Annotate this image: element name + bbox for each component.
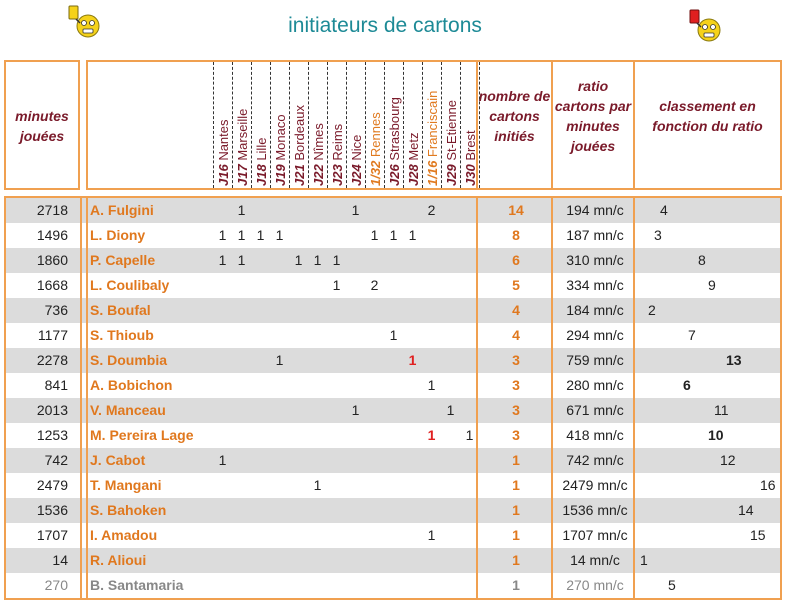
match-team: Rennes: [368, 112, 383, 161]
card-count: 2: [427, 202, 436, 218]
player-name: R. Alioui: [90, 552, 147, 568]
match-column-header: [365, 62, 384, 188]
minutes-cell: 736: [44, 302, 68, 318]
match-code: J21: [292, 164, 307, 186]
player-name: M. Pereira Lage: [90, 427, 194, 443]
match-column-header: [327, 62, 346, 188]
match-code: J28: [406, 164, 421, 186]
player-name: S. Thioub: [90, 327, 154, 343]
column-divider: [86, 198, 88, 598]
column-divider: [551, 198, 553, 598]
rank-cell: 8: [698, 252, 706, 268]
player-name: A. Fulgini: [90, 202, 154, 218]
match-column-header: [441, 62, 460, 188]
table-row: [6, 373, 780, 398]
ratio-cell: 742 mn/c: [566, 452, 624, 468]
table-row: [6, 523, 780, 548]
card-count: 1: [237, 252, 246, 268]
match-code: J19: [273, 164, 288, 186]
card-count: 1: [389, 327, 398, 343]
match-code: J18: [254, 164, 269, 186]
ratio-cell: 418 mn/c: [566, 427, 624, 443]
match-column-header: [289, 62, 308, 188]
minutes-cell: 742: [44, 452, 68, 468]
player-name: T. Mangani: [90, 477, 162, 493]
card-count: 1: [389, 227, 398, 243]
ratio-cell: 759 mn/c: [566, 352, 624, 368]
match-label: [253, 62, 270, 186]
cards-total: 1: [512, 527, 520, 543]
table-row: [6, 473, 780, 498]
match-team: Bordeaux: [292, 105, 307, 165]
ratio-cell: 184 mn/c: [566, 302, 624, 318]
match-team: St-Etienne: [444, 99, 459, 165]
match-team: Nantes: [216, 119, 231, 165]
match-team: Lille: [254, 137, 269, 165]
match-team: Reims: [330, 123, 345, 165]
table-row: [6, 298, 780, 323]
match-team: Nîmes: [311, 123, 326, 165]
card-count: 1: [427, 427, 436, 443]
table-row: [6, 273, 780, 298]
red-card-icon: [687, 8, 723, 44]
match-code: J29: [444, 164, 459, 186]
cards-total: 1: [512, 477, 520, 493]
match-team: Brest: [463, 130, 478, 165]
match-label: [310, 62, 327, 186]
table-row: [6, 223, 780, 248]
cards-total: 6: [512, 252, 520, 268]
player-name: L. Diony: [90, 227, 146, 243]
match-column-header: [460, 62, 479, 188]
ratio-cell: 671 mn/c: [566, 402, 624, 418]
minutes-cell: 2479: [36, 477, 68, 493]
card-count: 1: [275, 352, 284, 368]
minutes-cell: 2013: [36, 402, 68, 418]
ratio-header: ratio cartons par minutes jouées: [554, 78, 632, 154]
minutes-cell: 270: [44, 577, 68, 593]
card-count: 1: [218, 227, 227, 243]
card-count: 1: [237, 227, 246, 243]
match-label: [462, 62, 479, 186]
rank-cell: 12: [720, 452, 736, 468]
cards-header-box: [476, 60, 553, 190]
match-label: [367, 62, 384, 186]
match-team: Franciscain: [425, 90, 440, 161]
player-name: L. Coulibaly: [90, 277, 170, 293]
ratio-cell: 1536 mn/c: [562, 502, 628, 518]
table-row: [6, 498, 780, 523]
match-label: [424, 62, 441, 186]
card-count: 1: [218, 252, 227, 268]
card-count: 2: [370, 277, 379, 293]
ranking-header: classement en fonction du ratio: [652, 98, 763, 134]
match-label: [443, 62, 460, 186]
ratio-cell: 187 mn/c: [566, 227, 624, 243]
card-count: 1: [256, 227, 265, 243]
rank-cell: 7: [688, 327, 696, 343]
table-row: [6, 398, 780, 423]
ratio-cell: 310 mn/c: [566, 252, 624, 268]
cards-total: 1: [512, 502, 520, 518]
card-count: 1: [465, 427, 474, 443]
match-column-header: [308, 62, 327, 188]
cards-total: 3: [512, 402, 520, 418]
match-label: [329, 62, 346, 186]
match-label: [386, 62, 403, 186]
ratio-cell: 1707 mn/c: [562, 527, 628, 543]
match-column-header: [422, 62, 441, 188]
player-name: P. Capelle: [90, 252, 156, 268]
card-count: 1: [427, 527, 436, 543]
ratio-cell: 294 mn/c: [566, 327, 624, 343]
cards-total: 1: [512, 577, 520, 593]
match-code: 1/16: [425, 160, 440, 186]
rank-cell: 1: [640, 552, 648, 568]
cards-total: 8: [512, 227, 520, 243]
minutes-cell: 1860: [36, 252, 68, 268]
cards-total: 5: [512, 277, 520, 293]
player-name: B. Santamaria: [90, 577, 184, 593]
match-column-header: [270, 62, 289, 188]
rank-cell: 10: [708, 427, 724, 443]
match-code: J30: [463, 164, 478, 186]
rank-cell: 14: [738, 502, 754, 518]
cards-total: 3: [512, 427, 520, 443]
card-count: 1: [332, 277, 341, 293]
card-count: 1: [237, 202, 246, 218]
match-column-header: [251, 62, 270, 188]
card-count: 1: [427, 377, 436, 393]
match-column-header: [384, 62, 403, 188]
cards-total: 3: [512, 352, 520, 368]
cards-total: 4: [512, 327, 520, 343]
card-count: 1: [294, 252, 303, 268]
rank-cell: 16: [760, 477, 776, 493]
column-divider: [80, 198, 82, 598]
table-row: [6, 198, 780, 223]
table-row: [6, 548, 780, 573]
match-team: Monaco: [273, 114, 288, 165]
player-name: S. Doumbia: [90, 352, 168, 368]
table-row: [6, 248, 780, 273]
match-code: J23: [330, 164, 345, 186]
card-count: 1: [370, 227, 379, 243]
rank-cell: 13: [726, 352, 742, 368]
match-column-header: [403, 62, 422, 188]
player-name: S. Boufal: [90, 302, 151, 318]
ratio-cell: 194 mn/c: [566, 202, 624, 218]
minutes-cell: 2278: [36, 352, 68, 368]
cards-total: 4: [512, 302, 520, 318]
minutes-header: minutes jouées: [15, 108, 69, 144]
match-label: [405, 62, 422, 186]
minutes-cell: 2718: [36, 202, 68, 218]
match-label: [215, 62, 232, 186]
ratio-cell: 2479 mn/c: [562, 477, 628, 493]
rank-cell: 5: [668, 577, 676, 593]
match-label: [272, 62, 289, 186]
rank-cell: 9: [708, 277, 716, 293]
match-code: J26: [387, 164, 402, 186]
match-label: [234, 62, 251, 186]
cards-header: nombre de cartons initiés: [478, 88, 551, 144]
ratio-header-box: [551, 60, 635, 190]
card-count: 1: [351, 402, 360, 418]
table-row: [6, 423, 780, 448]
column-divider: [476, 198, 478, 598]
card-count: 1: [408, 352, 417, 368]
minutes-cell: 1496: [36, 227, 68, 243]
match-column-header: [346, 62, 365, 188]
ratio-cell: 14 mn/c: [570, 552, 620, 568]
card-count: 1: [332, 252, 341, 268]
minutes-cell: 1536: [36, 502, 68, 518]
card-count: 1: [218, 452, 227, 468]
ratio-cell: 280 mn/c: [566, 377, 624, 393]
card-count: 1: [351, 202, 360, 218]
card-count: 1: [313, 477, 322, 493]
card-count: 1: [275, 227, 284, 243]
player-name: A. Bobichon: [90, 377, 173, 393]
cards-total: 3: [512, 377, 520, 393]
card-count: 1: [446, 402, 455, 418]
player-name: J. Cabot: [90, 452, 146, 468]
minutes-cell: 14: [52, 552, 68, 568]
cards-total: 1: [512, 452, 520, 468]
player-name: S. Bahoken: [90, 502, 167, 518]
rank-cell: 15: [750, 527, 766, 543]
match-label: [291, 62, 308, 186]
card-count: 1: [408, 227, 417, 243]
match-code: 1/32: [368, 160, 383, 186]
card-count: 1: [313, 252, 322, 268]
column-divider: [633, 198, 635, 598]
table-row: [6, 348, 780, 373]
cards-total: 14: [508, 202, 524, 218]
yellow-card-icon: [66, 4, 102, 40]
match-code: J16: [216, 164, 231, 186]
rank-cell: 6: [683, 377, 691, 393]
match-column-header: [232, 62, 251, 188]
ratio-cell: 270 mn/c: [566, 577, 624, 593]
minutes-cell: 1668: [36, 277, 68, 293]
match-team: Metz: [406, 132, 421, 165]
rank-cell: 11: [714, 402, 729, 418]
match-team: Nice: [349, 134, 364, 165]
match-team: Marseille: [235, 108, 250, 165]
ranking-header-box: [633, 60, 782, 190]
match-code: J24: [349, 164, 364, 186]
minutes-cell: 841: [44, 377, 68, 393]
page-title: initiateurs de cartons: [288, 14, 482, 37]
table-row: [6, 448, 780, 473]
player-name: I. Amadou: [90, 527, 158, 543]
ratio-cell: 334 mn/c: [566, 277, 624, 293]
match-column-header: [213, 62, 232, 188]
match-team: Strasbourg: [387, 97, 402, 165]
player-name: V. Manceau: [90, 402, 166, 418]
minutes-cell: 1253: [36, 427, 68, 443]
table-row: [6, 573, 780, 598]
match-column-divider: [479, 62, 480, 188]
table-row: [6, 323, 780, 348]
rank-cell: 3: [654, 227, 662, 243]
match-code: J17: [235, 164, 250, 186]
minutes-cell: 1707: [36, 527, 68, 543]
minutes-header-box: [4, 60, 80, 190]
minutes-cell: 1177: [37, 327, 68, 343]
rank-cell: 2: [648, 302, 656, 318]
rank-cell: 4: [660, 202, 668, 218]
match-label: [348, 62, 365, 186]
match-code: J22: [311, 164, 326, 186]
cards-total: 1: [512, 552, 520, 568]
